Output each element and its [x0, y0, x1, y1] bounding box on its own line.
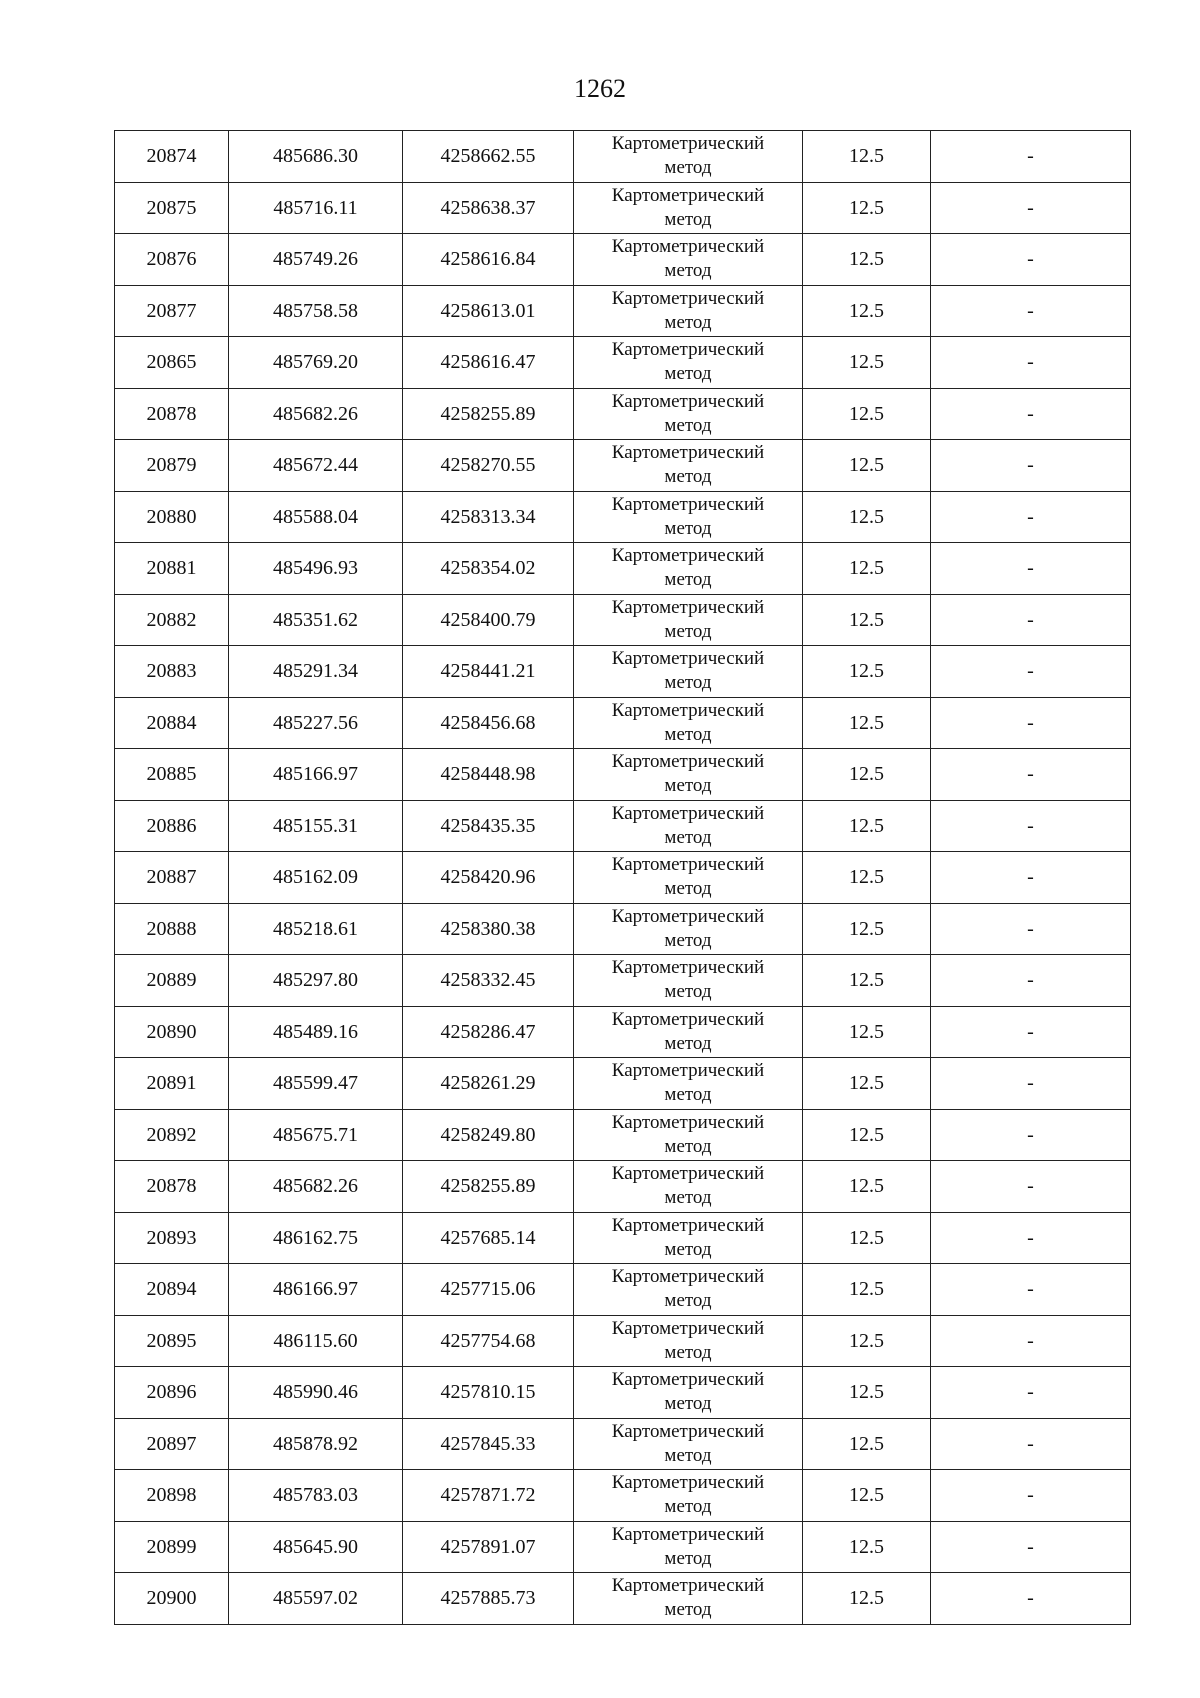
table-row: [115, 1315, 1131, 1367]
point-number-cell: 20899: [115, 1521, 229, 1573]
coordinates-table-body: [115, 131, 1131, 1625]
y-coordinate-cell: 4258255.89: [403, 388, 574, 440]
x-coordinate-cell: 485749.26: [229, 234, 403, 286]
description-cell: -: [931, 131, 1131, 183]
point-number-cell: 20877: [115, 285, 229, 337]
description-cell: -: [931, 388, 1131, 440]
description-cell: -: [931, 903, 1131, 955]
point-number-cell: 20890: [115, 1006, 229, 1058]
x-coordinate-cell: 485291.34: [229, 646, 403, 698]
method-line-1: Картометрический: [611, 493, 765, 515]
accuracy-cell: 12.5: [803, 1367, 931, 1419]
method-line-2: метод: [664, 1341, 712, 1363]
x-coordinate-cell: 485599.47: [229, 1058, 403, 1110]
point-number-cell: 20892: [115, 1109, 229, 1161]
point-number-cell: 20881: [115, 543, 229, 595]
method-line-2: метод: [664, 260, 712, 282]
y-coordinate-cell: 4258613.01: [403, 285, 574, 337]
accuracy-cell: 12.5: [803, 1006, 931, 1058]
accuracy-cell: 12.5: [803, 1573, 931, 1625]
x-coordinate-cell: 485769.20: [229, 337, 403, 389]
y-coordinate-cell: 4258270.55: [403, 440, 574, 492]
table-row: [115, 1470, 1131, 1522]
method-line-1: Картометрический: [611, 699, 765, 721]
method-cell: [574, 697, 803, 749]
y-coordinate-cell: 4258255.89: [403, 1161, 574, 1213]
method-line-2: метод: [664, 1238, 712, 1260]
method-line-2: метод: [664, 775, 712, 797]
y-coordinate-cell: 4258286.47: [403, 1006, 574, 1058]
method-line-2: метод: [664, 1599, 712, 1621]
point-number-cell: 20895: [115, 1315, 229, 1367]
description-cell: -: [931, 697, 1131, 749]
y-coordinate-cell: 4258441.21: [403, 646, 574, 698]
point-number-cell: 20891: [115, 1058, 229, 1110]
description-cell: -: [931, 1521, 1131, 1573]
method-cell: [574, 800, 803, 852]
method-cell: [574, 543, 803, 595]
accuracy-cell: 12.5: [803, 1058, 931, 1110]
method-line-1: Картометрический: [611, 1369, 765, 1391]
method-cell: [574, 749, 803, 801]
table-row: [115, 852, 1131, 904]
point-number-cell: 20893: [115, 1212, 229, 1264]
point-number-cell: 20865: [115, 337, 229, 389]
table-row: [115, 440, 1131, 492]
method-line-1: Картометрический: [611, 802, 765, 824]
point-number-cell: 20887: [115, 852, 229, 904]
description-cell: -: [931, 749, 1131, 801]
y-coordinate-cell: 4258662.55: [403, 131, 574, 183]
accuracy-cell: 12.5: [803, 1470, 931, 1522]
description-cell: -: [931, 1573, 1131, 1625]
point-number-cell: 20880: [115, 491, 229, 543]
accuracy-cell: 12.5: [803, 131, 931, 183]
accuracy-cell: 12.5: [803, 955, 931, 1007]
y-coordinate-cell: 4257685.14: [403, 1212, 574, 1264]
method-line-2: метод: [664, 1496, 712, 1518]
point-number-cell: 20878: [115, 388, 229, 440]
x-coordinate-cell: 485878.92: [229, 1418, 403, 1470]
method-line-1: Картометрический: [611, 1317, 765, 1339]
y-coordinate-cell: 4257754.68: [403, 1315, 574, 1367]
table-row: [115, 749, 1131, 801]
y-coordinate-cell: 4258332.45: [403, 955, 574, 1007]
point-number-cell: 20900: [115, 1573, 229, 1625]
point-number-cell: 20885: [115, 749, 229, 801]
table-row: [115, 131, 1131, 183]
method-line-2: метод: [664, 620, 712, 642]
x-coordinate-cell: 485155.31: [229, 800, 403, 852]
x-coordinate-cell: 485645.90: [229, 1521, 403, 1573]
point-number-cell: 20874: [115, 131, 229, 183]
method-line-1: Картометрический: [611, 854, 765, 876]
table-row: [115, 646, 1131, 698]
method-line-2: метод: [664, 208, 712, 230]
table-row: [115, 903, 1131, 955]
x-coordinate-cell: 485716.11: [229, 182, 403, 234]
method-line-2: метод: [664, 569, 712, 591]
point-number-cell: 20898: [115, 1470, 229, 1522]
method-line-2: метод: [664, 517, 712, 539]
method-line-1: Картометрический: [611, 1575, 765, 1597]
y-coordinate-cell: 4258638.37: [403, 182, 574, 234]
method-line-2: метод: [664, 414, 712, 436]
y-coordinate-cell: 4258616.84: [403, 234, 574, 286]
x-coordinate-cell: 486115.60: [229, 1315, 403, 1367]
accuracy-cell: 12.5: [803, 697, 931, 749]
method-line-1: Картометрический: [611, 905, 765, 927]
method-line-2: метод: [664, 1084, 712, 1106]
y-coordinate-cell: 4257891.07: [403, 1521, 574, 1573]
method-line-2: метод: [664, 723, 712, 745]
table-row: [115, 388, 1131, 440]
accuracy-cell: 12.5: [803, 234, 931, 286]
method-cell: [574, 1470, 803, 1522]
method-cell: [574, 852, 803, 904]
x-coordinate-cell: 485218.61: [229, 903, 403, 955]
method-line-2: метод: [664, 311, 712, 333]
method-cell: [574, 182, 803, 234]
accuracy-cell: 12.5: [803, 1161, 931, 1213]
accuracy-cell: 12.5: [803, 285, 931, 337]
y-coordinate-cell: 4257845.33: [403, 1418, 574, 1470]
point-number-cell: 20875: [115, 182, 229, 234]
x-coordinate-cell: 485166.97: [229, 749, 403, 801]
table-row: [115, 491, 1131, 543]
y-coordinate-cell: 4258616.47: [403, 337, 574, 389]
accuracy-cell: 12.5: [803, 800, 931, 852]
y-coordinate-cell: 4258313.34: [403, 491, 574, 543]
x-coordinate-cell: 485672.44: [229, 440, 403, 492]
description-cell: -: [931, 1006, 1131, 1058]
method-cell: [574, 903, 803, 955]
method-line-1: Картометрический: [611, 1523, 765, 1545]
method-cell: [574, 1006, 803, 1058]
table-row: [115, 1161, 1131, 1213]
x-coordinate-cell: 485588.04: [229, 491, 403, 543]
description-cell: -: [931, 646, 1131, 698]
method-line-2: метод: [664, 929, 712, 951]
method-line-2: метод: [664, 466, 712, 488]
method-cell: [574, 440, 803, 492]
accuracy-cell: 12.5: [803, 337, 931, 389]
table-row: [115, 1264, 1131, 1316]
description-cell: -: [931, 852, 1131, 904]
y-coordinate-cell: 4258354.02: [403, 543, 574, 595]
y-coordinate-cell: 4258448.98: [403, 749, 574, 801]
table-row: [115, 955, 1131, 1007]
description-cell: -: [931, 1212, 1131, 1264]
table-row: [115, 1212, 1131, 1264]
method-line-2: метод: [664, 981, 712, 1003]
accuracy-cell: 12.5: [803, 1109, 931, 1161]
point-number-cell: 20886: [115, 800, 229, 852]
method-cell: [574, 646, 803, 698]
y-coordinate-cell: 4258261.29: [403, 1058, 574, 1110]
method-cell: [574, 1418, 803, 1470]
method-cell: [574, 1058, 803, 1110]
method-cell: [574, 131, 803, 183]
point-number-cell: 20882: [115, 594, 229, 646]
method-cell: [574, 388, 803, 440]
method-line-2: метод: [664, 1032, 712, 1054]
table-row: [115, 800, 1131, 852]
method-cell: [574, 491, 803, 543]
method-line-1: Картометрический: [611, 442, 765, 464]
method-cell: [574, 337, 803, 389]
x-coordinate-cell: 486166.97: [229, 1264, 403, 1316]
x-coordinate-cell: 485675.71: [229, 1109, 403, 1161]
x-coordinate-cell: 485227.56: [229, 697, 403, 749]
method-line-1: Картометрический: [611, 545, 765, 567]
table-row: [115, 543, 1131, 595]
method-line-2: метод: [664, 1393, 712, 1415]
accuracy-cell: 12.5: [803, 594, 931, 646]
point-number-cell: 20884: [115, 697, 229, 749]
table-row: [115, 697, 1131, 749]
page-number: 1262: [574, 74, 626, 103]
x-coordinate-cell: 485489.16: [229, 1006, 403, 1058]
accuracy-cell: 12.5: [803, 646, 931, 698]
method-line-1: Картометрический: [611, 1420, 765, 1442]
method-line-2: метод: [664, 157, 712, 179]
method-line-1: Картометрический: [611, 236, 765, 258]
y-coordinate-cell: 4258435.35: [403, 800, 574, 852]
method-line-1: Картометрический: [611, 184, 765, 206]
description-cell: -: [931, 1058, 1131, 1110]
method-line-2: метод: [664, 363, 712, 385]
description-cell: -: [931, 1315, 1131, 1367]
table-row: [115, 1573, 1131, 1625]
method-line-2: метод: [664, 1547, 712, 1569]
description-cell: -: [931, 337, 1131, 389]
point-number-cell: 20896: [115, 1367, 229, 1419]
method-cell: [574, 1264, 803, 1316]
method-cell: [574, 1212, 803, 1264]
table-row: [115, 1418, 1131, 1470]
y-coordinate-cell: 4258400.79: [403, 594, 574, 646]
description-cell: -: [931, 1418, 1131, 1470]
method-line-1: Картометрический: [611, 390, 765, 412]
y-coordinate-cell: 4258380.38: [403, 903, 574, 955]
method-line-1: Картометрический: [611, 751, 765, 773]
y-coordinate-cell: 4257871.72: [403, 1470, 574, 1522]
x-coordinate-cell: 485297.80: [229, 955, 403, 1007]
table-row: [115, 1521, 1131, 1573]
accuracy-cell: 12.5: [803, 182, 931, 234]
method-line-2: метод: [664, 1444, 712, 1466]
accuracy-cell: 12.5: [803, 491, 931, 543]
method-line-2: метод: [664, 826, 712, 848]
accuracy-cell: 12.5: [803, 1315, 931, 1367]
y-coordinate-cell: 4257885.73: [403, 1573, 574, 1625]
point-number-cell: 20876: [115, 234, 229, 286]
point-number-cell: 20897: [115, 1418, 229, 1470]
method-cell: [574, 285, 803, 337]
accuracy-cell: 12.5: [803, 1418, 931, 1470]
table-row: [115, 1109, 1131, 1161]
description-cell: -: [931, 234, 1131, 286]
method-line-1: Картометрический: [611, 1060, 765, 1082]
table-row: [115, 285, 1131, 337]
description-cell: -: [931, 1367, 1131, 1419]
y-coordinate-cell: 4258420.96: [403, 852, 574, 904]
table-row: [115, 337, 1131, 389]
accuracy-cell: 12.5: [803, 1212, 931, 1264]
accuracy-cell: 12.5: [803, 1264, 931, 1316]
y-coordinate-cell: 4258249.80: [403, 1109, 574, 1161]
method-cell: [574, 1521, 803, 1573]
method-line-2: метод: [664, 1187, 712, 1209]
accuracy-cell: 12.5: [803, 852, 931, 904]
x-coordinate-cell: 485990.46: [229, 1367, 403, 1419]
table-row: [115, 1367, 1131, 1419]
x-coordinate-cell: 485496.93: [229, 543, 403, 595]
method-line-1: Картометрический: [611, 1111, 765, 1133]
table-row: [115, 1058, 1131, 1110]
point-number-cell: 20894: [115, 1264, 229, 1316]
method-line-2: метод: [664, 672, 712, 694]
method-line-2: метод: [664, 1135, 712, 1157]
x-coordinate-cell: 485162.09: [229, 852, 403, 904]
point-number-cell: 20878: [115, 1161, 229, 1213]
method-line-1: Картометрический: [611, 133, 765, 155]
accuracy-cell: 12.5: [803, 543, 931, 595]
method-cell: [574, 1109, 803, 1161]
description-cell: -: [931, 440, 1131, 492]
method-line-1: Картометрический: [611, 1163, 765, 1185]
description-cell: -: [931, 955, 1131, 1007]
description-cell: -: [931, 543, 1131, 595]
method-line-1: Картометрический: [611, 339, 765, 361]
method-line-1: Картометрический: [611, 1266, 765, 1288]
method-cell: [574, 234, 803, 286]
x-coordinate-cell: 485682.26: [229, 1161, 403, 1213]
accuracy-cell: 12.5: [803, 1521, 931, 1573]
method-line-1: Картометрический: [611, 596, 765, 618]
x-coordinate-cell: 485783.03: [229, 1470, 403, 1522]
method-line-1: Картометрический: [611, 1008, 765, 1030]
description-cell: -: [931, 285, 1131, 337]
method-line-1: Картометрический: [611, 957, 765, 979]
method-line-2: метод: [664, 878, 712, 900]
point-number-cell: 20888: [115, 903, 229, 955]
description-cell: -: [931, 491, 1131, 543]
description-cell: -: [931, 182, 1131, 234]
accuracy-cell: 12.5: [803, 903, 931, 955]
y-coordinate-cell: 4257715.06: [403, 1264, 574, 1316]
accuracy-cell: 12.5: [803, 440, 931, 492]
point-number-cell: 20883: [115, 646, 229, 698]
table-row: [115, 182, 1131, 234]
method-cell: [574, 955, 803, 1007]
table-row: [115, 234, 1131, 286]
method-cell: [574, 1573, 803, 1625]
x-coordinate-cell: 486162.75: [229, 1212, 403, 1264]
method-cell: [574, 594, 803, 646]
method-cell: [574, 1367, 803, 1419]
accuracy-cell: 12.5: [803, 749, 931, 801]
method-line-1: Картометрический: [611, 648, 765, 670]
method-cell: [574, 1315, 803, 1367]
x-coordinate-cell: 485351.62: [229, 594, 403, 646]
description-cell: -: [931, 800, 1131, 852]
point-number-cell: 20889: [115, 955, 229, 1007]
x-coordinate-cell: 485758.58: [229, 285, 403, 337]
description-cell: -: [931, 1470, 1131, 1522]
description-cell: -: [931, 1264, 1131, 1316]
method-line-1: Картометрический: [611, 1472, 765, 1494]
y-coordinate-cell: 4258456.68: [403, 697, 574, 749]
x-coordinate-cell: 485682.26: [229, 388, 403, 440]
method-cell: [574, 1161, 803, 1213]
coordinates-table: [114, 130, 1131, 1625]
method-line-1: Картометрический: [611, 1214, 765, 1236]
x-coordinate-cell: 485686.30: [229, 131, 403, 183]
description-cell: -: [931, 1161, 1131, 1213]
method-line-2: метод: [664, 1290, 712, 1312]
method-line-1: Картометрический: [611, 287, 765, 309]
y-coordinate-cell: 4257810.15: [403, 1367, 574, 1419]
table-row: [115, 1006, 1131, 1058]
point-number-cell: 20879: [115, 440, 229, 492]
description-cell: -: [931, 594, 1131, 646]
accuracy-cell: 12.5: [803, 388, 931, 440]
x-coordinate-cell: 485597.02: [229, 1573, 403, 1625]
description-cell: -: [931, 1109, 1131, 1161]
table-row: [115, 594, 1131, 646]
